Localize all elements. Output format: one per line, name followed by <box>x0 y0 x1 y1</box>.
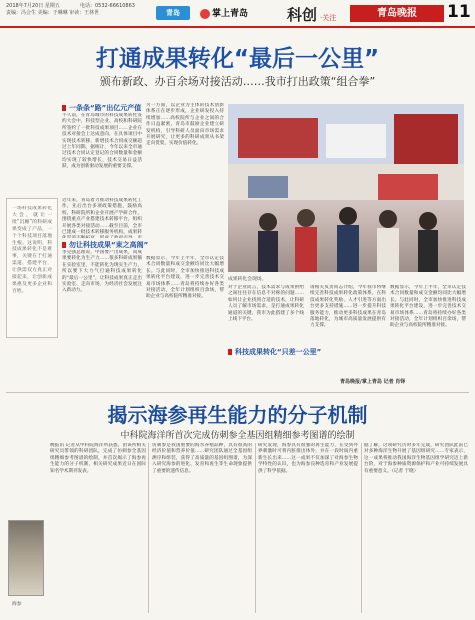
app-logo-icon <box>200 9 210 19</box>
bottom-col-rule-2 <box>255 443 256 613</box>
top-col2: 近年来，青岛着力推动科技成果转化工作，先后出台多项政策措施，鼓励高校、科研院所和企业开展产学研合作，围绕重点产业搭建技术转移平台，组织开展各类对接活动……截至目前，全市已建成一批技术转移服务机构，成果转 <box>62 198 142 236</box>
event-photo <box>228 104 464 272</box>
bottom-col-rule-1 <box>148 443 149 613</box>
top-headline: 打通成果转化“最后一公里” <box>95 46 380 72</box>
bottom-subheadline: 中科院海洋所首次完成仿刺参全基因组精细参考图谱的绘制 <box>120 431 355 441</box>
bottom-col2: 仿刺参是我国重要的海水养殖品种，具有很高的经济价值和营养价值……研究团队通过全基因组测序和组装，获得了高质量的基因组图谱，为深入研究海参的进化、发育和再生等生命现象提供了重要的遗传信息。 <box>152 443 252 474</box>
top-col7b: 数据显示，今年上半年，全市认定技术合同数量和成交金额均同比大幅增长。与此同时，全市加快推进科技成果转化平台建设，进一步完善技术交易市场体系……青岛将持续办好各类对接活动，全年计划组织百余场，帮助企业与高校院所精准对接。 <box>390 285 466 329</box>
section-tag: ·关注 <box>320 14 337 22</box>
reporter-byline: 青岛晚报/掌上青岛 记者 肖铎 <box>340 379 406 385</box>
top-col3: 李克强总理说，中国要产出成果，而成果要转化为生产力……很多科研成果躺在实验室里，不能转化为现实生产力，所以要下大力气打通科技成果转化的“最后一公里”，让科技成果真正走出实验室、走向市场，为经济社会发展注入新动力。 <box>62 250 142 294</box>
top-col6: 对于企业而言，技术需求与成果供给之间往往存在信息不对称的问题……如何让企业找到合适的技术，让科研人员了解市场需求，是打通成果转化通道的关键，我市为此搭建了多个线上线下平台。 <box>228 285 304 323</box>
section-divider <box>6 392 469 393</box>
subhead-a: 一条条“路”出亿元产值 <box>62 103 141 113</box>
bottom-headline: 揭示海参再生能力的分子机制 <box>107 403 368 427</box>
top-col1: 不久前，在青岛城市的科技成果转化签约大会中，科技型企业、高校和科研院所签约了一批科技成果项目……企业在技术对接会上达成意向，在具体项目中实现技术转移，新增技术合同成交额超过上年同期。据统计，今年以来全市通过技术合同认定登记的合同数量和金额均实现了较快增长，技术交易日益活跃，成为创新驱动发展的重要支撑。 <box>62 113 142 170</box>
bottom-photo-caption: 海参 <box>12 602 22 607</box>
subhead-c: 科技成果转化“只差一公里” <box>228 347 321 357</box>
page-header <box>0 0 475 28</box>
photo-caption: 成果转化会现场。 <box>228 277 267 282</box>
bottom-col4: 据了解，这项研究历时多年完成，研究团队此前已对多种海洋生物开展了基因组研究……专家表示，这一成果将推动我国海洋生物基因组学研究迈上新台阶，对于海参种质资源保护和产业可持续发展具有重要意义。（记者 于晓） <box>364 443 468 474</box>
event-photo-graphic <box>228 104 464 272</box>
editor-line: 责编：冯合生 美编：于琳琳 审读：王林世 <box>6 10 100 16</box>
app-logo[interactable] <box>200 6 248 19</box>
bottom-col3: 研究发现，海参具有很强的再生能力，在受到外界刺激时可将内脏排出体外，并在一段时间内重新生长出来……这一成果不仅加深了对海参生物学特性的认识，也为海参良种选育和产业发展提供了科学依据。 <box>258 443 358 474</box>
date-line: 2018年7月20日 星期五 <box>6 3 60 9</box>
section-title: 科创 ·关注 <box>287 6 337 24</box>
sidebar-comment: 一场科技成果转化大会，就让一批“沉睡”的科研成果变成了产品，一个个科技项目落地生根。这说明，科技成果转化不是难事，关键在于打通渠道、搭建平台，让供需双方真正对接起来，让创新成果惠及更多企业和百姓。 <box>12 206 52 294</box>
subhead-b: 勿让科技成果“束之高阁” <box>62 240 148 250</box>
top-col4: 另一方面，以企业为主体的技术创新体系正在逐步形成，企业研发投入持续增加……高校院所与企业之间的合作日益紧密，青岛市鼓励企业建立研发机构，引导科研人员面向市场需求开展研究，让更多的科研成果从书架走向货架，实现价值转化。 <box>146 103 224 147</box>
top-subheadline: 颁布新政、办百余场对接活动……我市打出政策“组合拳” <box>99 75 376 88</box>
phone-line: 电话：0532-66610863 <box>80 3 135 9</box>
bottom-col1: 晚报讯 记者从中科院海洋所获悉，由该所相关研究员带领的科研团队，完成了仿刺参全基因组精细参考图谱的绘制，并首次揭示了海参再生能力的分子机制，相关研究成果近日在国际知名学术期刊发表。 <box>50 443 146 474</box>
top-col5: 数据显示，今年上半年，全市认定技术合同数量和成交金额均同比大幅增长。与此同时，全市加快推进科技成果转化平台建设，进一步完善技术交易市场体系……青岛将持续办好各类对接活动，全年计划组织百余场，帮助企业与高校院所精准对接。 <box>146 256 224 300</box>
app-badge[interactable]: 青岛 <box>156 6 190 20</box>
masthead: 青岛晚报 <box>350 5 444 22</box>
sea-cucumber-photo <box>8 520 44 596</box>
page-number: 11 <box>447 2 471 22</box>
app-name: 掌上青岛 <box>212 9 249 19</box>
bottom-col-rule-3 <box>361 443 362 613</box>
top-col7: 请相关负责同志介绍，今年我市将继续完善科技成果转化政策体系，在科技成果转化奖励、人才引进等方面出台更多支持措施……进一步提升科技服务能力，推动更多科技成果在青岛落地转化，为城市高质量发展提供有力支撑。 <box>310 285 386 329</box>
